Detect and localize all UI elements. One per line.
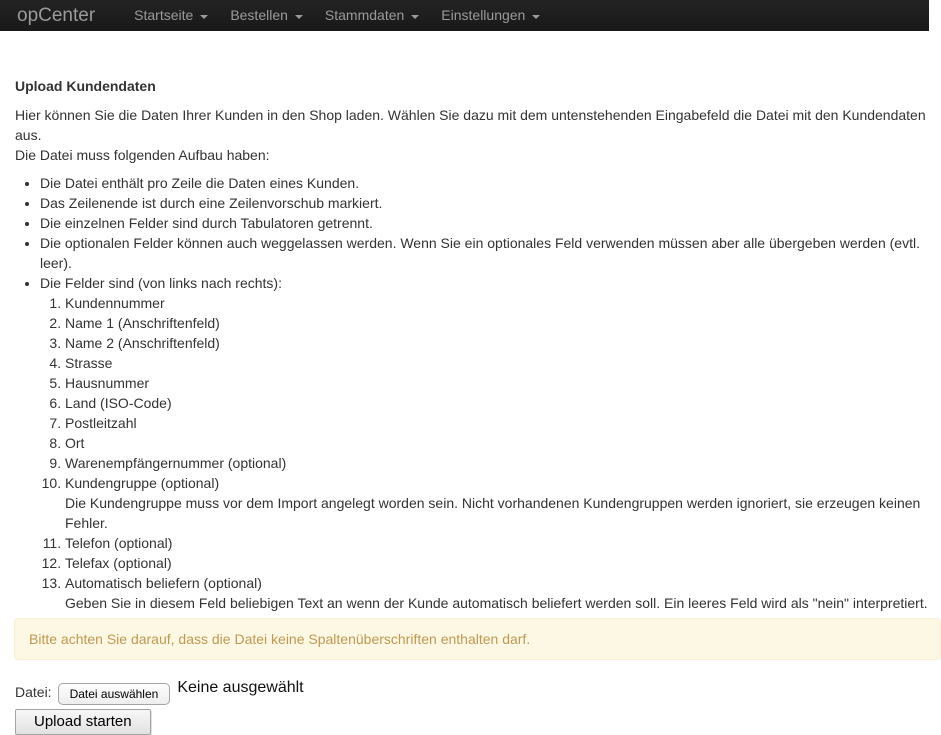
rules-list bbox=[15, 173, 929, 613]
intro-paragraph bbox=[15, 105, 929, 165]
field-item bbox=[65, 333, 929, 353]
field-label: Warenempfängernummer (optional) bbox=[65, 455, 287, 471]
rule-item: • Die optionalen Felder können auch weggelassen werden. Wenn Sie ein optionales Feld verwenden müssen aber alle übergeben werden (evtl. leer). bbox=[40, 233, 929, 273]
rule-item: • Die Datei enthält pro Zeile die Daten eines Kunden. bbox=[40, 173, 929, 193]
rule-item: • Das Zeilenende ist durch eine Zeilenvorschub markiert. bbox=[40, 193, 929, 213]
field-item bbox=[65, 413, 929, 433]
nav-item-bestellen[interactable] bbox=[219, 0, 314, 31]
field-item bbox=[65, 313, 929, 333]
field-label: Ort bbox=[65, 435, 85, 451]
caret-down-icon bbox=[295, 15, 303, 19]
caret-down-icon bbox=[411, 15, 419, 19]
field-item bbox=[65, 553, 929, 573]
field-note: Geben Sie in diesem Feld beliebigen Text an wenn der Kunde automatisch beliefert werden soll. Ein leeres Feld wird als "nein" interpretiert. bbox=[65, 595, 928, 611]
field-item bbox=[65, 353, 929, 373]
field-item bbox=[65, 433, 929, 453]
page-title: Upload Kundendaten bbox=[15, 78, 156, 94]
file-input-row bbox=[15, 677, 929, 705]
field-label: Strasse bbox=[65, 355, 113, 371]
field-item bbox=[65, 393, 929, 413]
nav-item-label: Bestellen bbox=[230, 7, 288, 23]
nav-item-label: Startseite bbox=[134, 7, 194, 23]
field-label: Telefax (optional) bbox=[65, 555, 172, 571]
fields-list bbox=[40, 293, 929, 613]
file-label: Datei: bbox=[15, 684, 52, 700]
field-label: Land (ISO-Code) bbox=[65, 395, 172, 411]
field-label: Name 2 (Anschriftenfeld) bbox=[65, 335, 220, 351]
warning-banner: Bitte achten Sie darauf, dass die Datei keine Spaltenüberschriften enthalten darf. bbox=[14, 618, 941, 660]
field-label: Kundengruppe (optional) bbox=[65, 475, 220, 491]
field-note: Die Kundengruppe muss vor dem Import angelegt worden sein. Nicht vorhandenen Kundengruppen werden ignoriert, sie erzeugen keinen Fehler. bbox=[65, 495, 921, 531]
navbar bbox=[0, 0, 929, 31]
caret-down-icon bbox=[200, 15, 208, 19]
caret-down-icon bbox=[532, 15, 540, 19]
brand-logo[interactable]: opCenter bbox=[17, 5, 96, 26]
field-label: Automatisch beliefern (optional) bbox=[65, 575, 262, 591]
rule-item bbox=[40, 273, 929, 613]
nav-item-label: Einstellungen bbox=[441, 7, 526, 23]
upload-start-button[interactable]: Upload starten bbox=[15, 709, 151, 735]
rule-item-label: Die Felder sind (von links nach rechts): bbox=[40, 275, 282, 291]
field-label: Name 1 (Anschriftenfeld) bbox=[65, 315, 220, 331]
main-content bbox=[0, 31, 929, 735]
field-item bbox=[65, 533, 929, 553]
rule-item: • Die einzelnen Felder sind durch Tabulatoren getrennt. bbox=[40, 213, 929, 233]
choose-file-button[interactable]: Datei auswählen bbox=[58, 683, 171, 705]
field-item bbox=[65, 573, 929, 613]
field-item bbox=[65, 473, 929, 533]
nav-item-einstellungen[interactable] bbox=[430, 0, 551, 31]
field-label: Kundennummer bbox=[65, 295, 165, 311]
field-item bbox=[65, 293, 929, 313]
nav-item-label: Stammdaten bbox=[324, 7, 405, 23]
intro-line-1: Hier können Sie die Daten Ihrer Kunden in den Shop laden. Wählen Sie dazu mit dem untenstehenden Eingabefeld die Datei mit den Kundendaten aus. bbox=[15, 107, 926, 143]
file-status-text: Keine ausgewählt bbox=[177, 679, 304, 696]
field-label: Telefon (optional) bbox=[65, 535, 173, 551]
submit-row bbox=[15, 705, 929, 735]
field-label: Postleitzahl bbox=[65, 415, 137, 431]
nav-item-startseite[interactable] bbox=[123, 0, 219, 31]
intro-line-2: Die Datei muss folgenden Aufbau haben: bbox=[15, 147, 270, 163]
nav-item-stammdaten[interactable] bbox=[314, 0, 430, 31]
field-item bbox=[65, 453, 929, 473]
field-label: Hausnummer bbox=[65, 375, 150, 391]
field-item bbox=[65, 373, 929, 393]
